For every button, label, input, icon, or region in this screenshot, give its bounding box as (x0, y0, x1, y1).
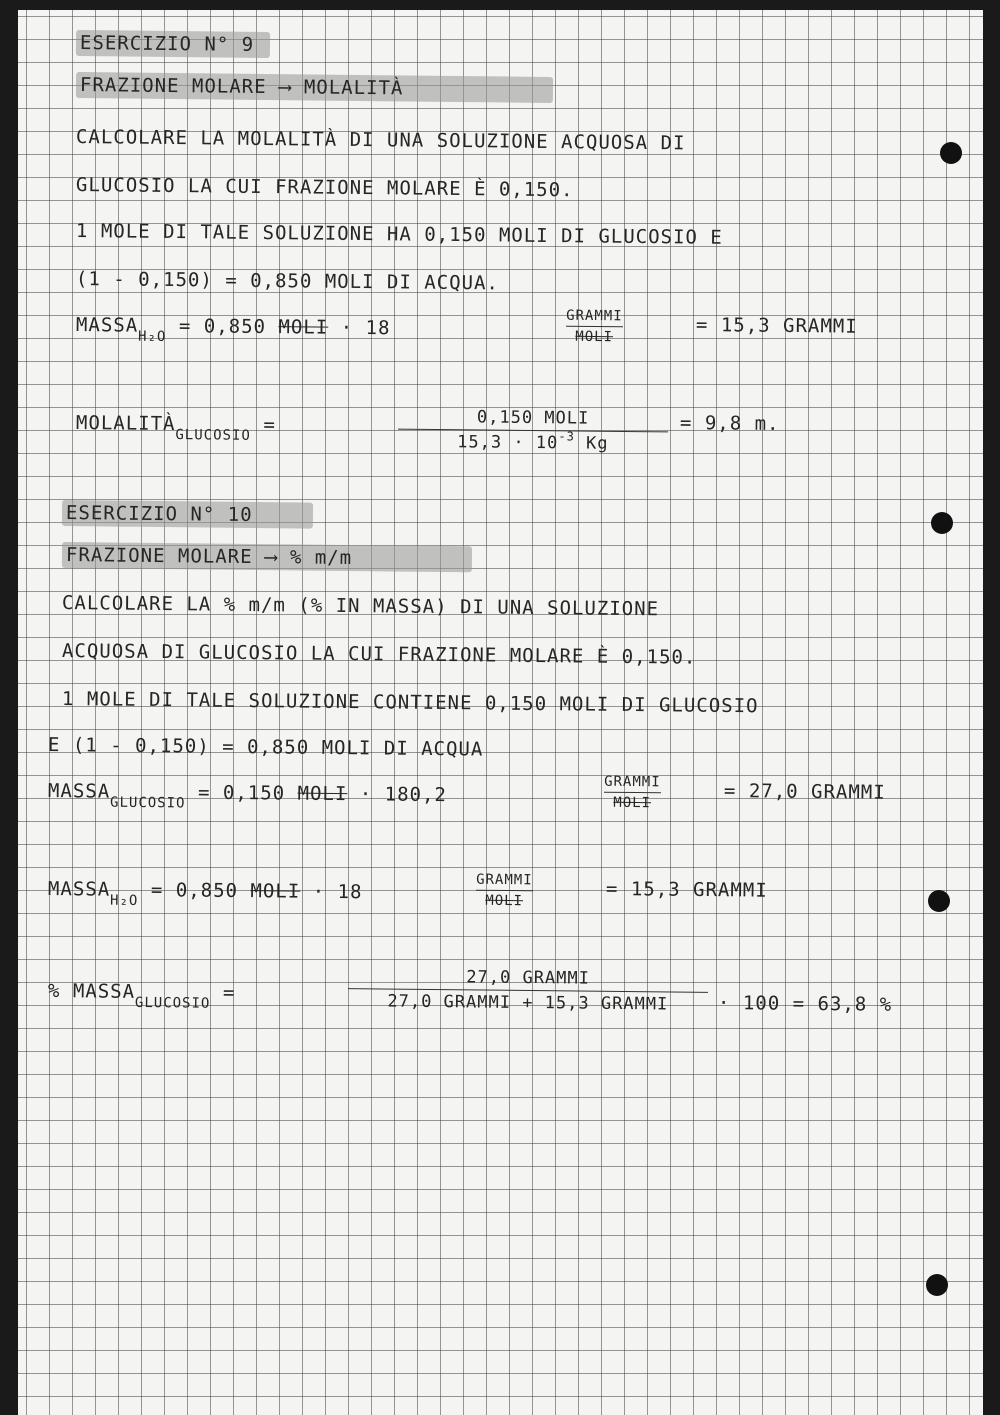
exercise-9-molality-result: = 9,8 m. (679, 412, 780, 436)
punch-hole (940, 142, 962, 164)
exercise-10-percent-label: % $MASSA_{GLUCOSIO}$ = (47, 980, 236, 1012)
exercise-10-glucose-mass-equation: $MASSA_{GLUCOSIO} = 0,150$ MOLI · 180,2 (47, 780, 448, 812)
exercise-9-mass-equation: $MASSA_{H_2O} = 0,850$ MOLI · 18 (75, 314, 391, 345)
exercise-9-mass-unit-fraction: GRAMMI MOLI (566, 307, 623, 346)
exercise-10-percent-fraction: 27,0 GRAMMI 27,0 GRAMMI + 15,3 GRAMMI (348, 966, 708, 1015)
exercise-10-text-line: E (1 - 0,150) = 0,850 MOLI DI ACQUA (47, 734, 484, 761)
exercise-10-title: ESERCIZIO N° 10 (62, 502, 313, 527)
exercise-9-subtitle: FRAZIONE MOLARE ⟶ MOLALITÀ (76, 74, 554, 101)
exercise-10-percent-result: · 100 = 63,8 % (717, 992, 893, 1016)
exercise-9-text-line: (1 - 0,150) = 0,850 MOLI DI ACQUA. (75, 268, 500, 295)
exercise-10-text-line: ACQUOSA DI GLUCOSIO LA CUI FRAZIONE MOLARE È 0,150. (61, 640, 697, 669)
exercise-10-glucose-mass-result: = 27,0 GRAMMI (723, 780, 886, 804)
exercise-10-subtitle: FRAZIONE MOLARE ⟶ % m/m (62, 544, 472, 570)
exercise-10-glucose-unit-fraction: GRAMMI MOLI (604, 773, 661, 812)
exercise-10-water-mass-result: = 15,3 GRAMMI (605, 878, 768, 902)
exercise-9-molality-fraction: 0,150 MOLI $15,3 \cdot 10^{-3}$ Kg (398, 407, 668, 455)
exercise-9-title: ESERCIZIO N° 9 (76, 32, 270, 56)
exercise-9-text-line: 1 MOLE DI TALE SOLUZIONE HA 0,150 MOLI DI GLUCOSIO E (75, 220, 723, 249)
punch-hole (931, 512, 953, 534)
exercise-10-water-unit-fraction: GRAMMI MOLI (476, 871, 533, 910)
exercise-10-text-line: CALCOLARE LA % m/m (% IN MASSA) DI UNA SOLUZIONE (61, 592, 660, 621)
exercise-9-molality-label: $MOLALITÀ_{GLUCOSIO}$ = (75, 412, 276, 444)
exercise-10-text-line: 1 MOLE DI TALE SOLUZIONE CONTIENE 0,150 MOLI DI GLUCOSIO (61, 688, 759, 718)
punch-hole (928, 890, 950, 912)
notebook-page (18, 10, 983, 1415)
exercise-10-water-mass-equation: $MASSA_{H_2O} = 0,850$ MOLI · 18 (47, 878, 363, 909)
punch-hole (926, 1274, 948, 1296)
exercise-9-mass-result: = 15,3 GRAMMI (695, 314, 858, 338)
exercise-9-text-line: GLUCOSIO LA CUI FRAZIONE MOLARE È 0,150. (75, 174, 574, 202)
exercise-9-text-line: CALCOLARE LA MOLALITÀ DI UNA SOLUZIONE ACQUOSA DI (75, 126, 686, 155)
